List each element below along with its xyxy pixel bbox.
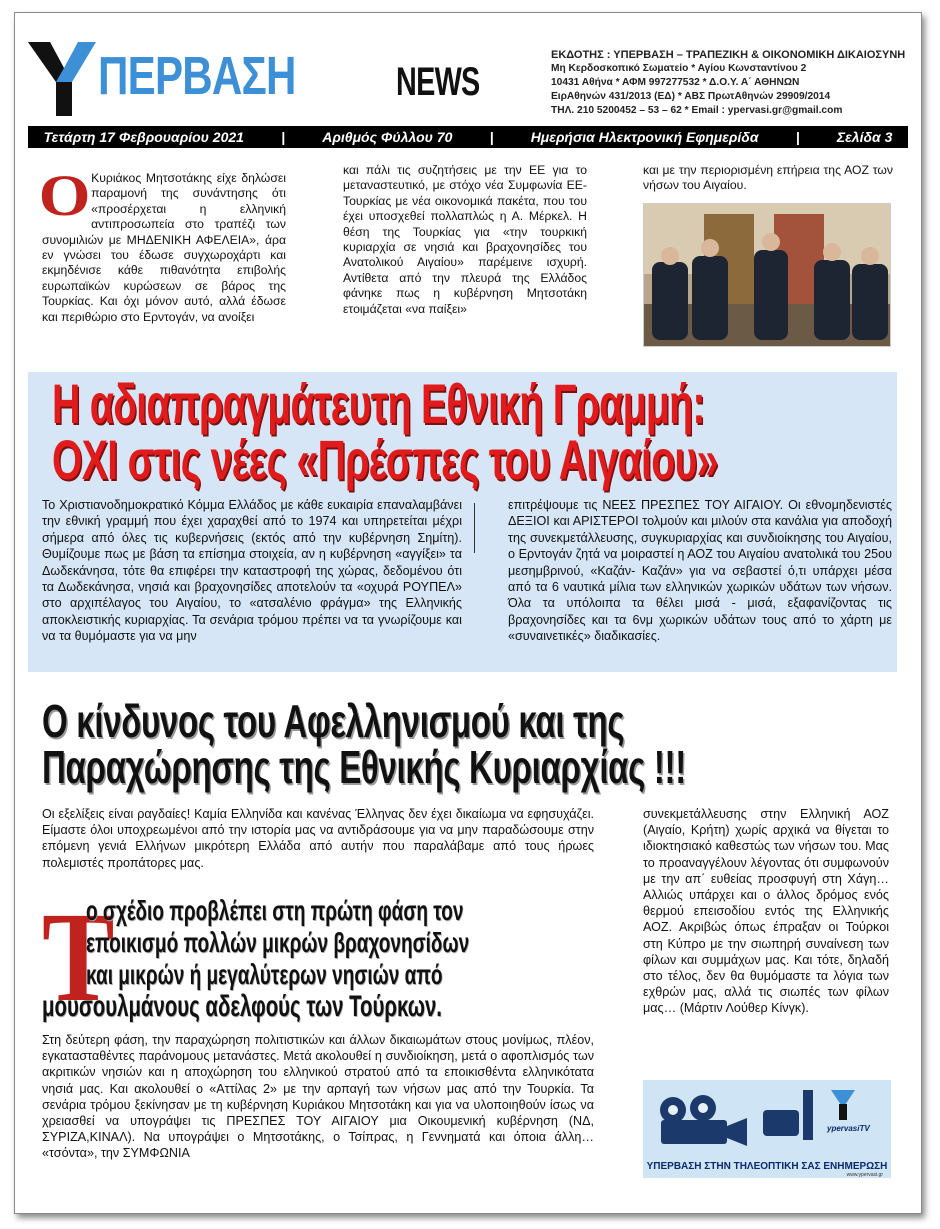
intro-column-1 [38, 163, 286, 325]
meeting-photo [643, 203, 891, 347]
second-headline-line-1: Ο κίνδυνος του Αφελληνισμού και της [42, 695, 625, 747]
panel-column-1: Το Χριστιανοδημοκρατικό Κόμμα Ελλάδος με κάθε ευκαιρία επαναλαμβάνει την εθνική γραμμή που έχει χαραχθεί από το 1974 και υπηρετείται μέχρι σήμερα από όλες τις κυβερνήσεις (εκτός από την κυβέρνηση Σημίτη). Θυμίζουμε πως με βάση τα επίσημα στοιχεία, αν η κυβέρνηση «αγγίξει» τα Δωδεκάνησα, τότε θα επιφέρει την καταστροφή της χώρας, δεδομένου ότι τα Δωδεκάνησα, νησιά και βραχονησίδες αποτελούν τα «οχυρά ΡΟΥΠΕΛ» στο αρχιπέλαγος του Αιγαίου, το «ατσαλένιο φράγμα» της Ελληνικής αποκλειστικής κυριαρχίας. Τα σενάρια τρόμου πρέπει να τα γνωρίζουμε και να τα θυμόμαστε για να μην [42, 498, 462, 644]
intro-column-3: και με την περιορισμένη επήρεια της ΑΟΖ των νήσων του Αιγαίου. [643, 163, 893, 193]
intro-text-1: Κυριάκος Μητσοτάκης είχε δηλώσει παραμονή της συνάντησης ότι «προσέρχεται η ελληνική αντιπροσωπεία στο τραπέζι των συνομιλιών με ΜΗΔΕΝΙΚΗ ΑΦΕΛΕΙΑ», άρα εν γνώσει του έδωσε συγχωροχάρτι και εκμηδένισε κάθε πιθανότητα επιβολής ευρωπαϊκών κυρώσεων σε βάρος της Τουρκίας. Και όχι μόνον αυτό, αλλά έδωσε και περιθώριο στο Ερντογάν, να ανοίξει [42, 171, 286, 324]
issue-date: Τετάρτη 17 Φεβρουαρίου 2021 [43, 129, 244, 145]
publisher-line: ΕΚΔΟΤΗΣ : ΥΠΕΡΒΑΣΗ – ΤΡΑΠΕΖΙΚΗ & ΟΙΚΟΝΟΜΙΚΗ ΔΙΚΑΙΟΣΥΝΗ [551, 49, 906, 61]
separator: | [489, 129, 494, 145]
second-headline-line-2: Παραχώρησης της Εθνικής Κυριαρχίας !!! [42, 741, 686, 793]
camera-icon [643, 1080, 891, 1160]
lower-main-text: Στη δεύτερη φάση, την παραχώρηση πολιτιστικών και άλλων δικαιωμάτων στους μονίμως, πλέον, εγκατασταθέντες παράνομους μετανάστες. Μετά ακολουθεί η συνδιοίκηση, μετά ο αφοπλισμός των ακριτικών νησιών και η αποχώρηση του ελληνικού στρατού από τα εποικισθέντα ελληνικότατα νησιά μας. Και ακολουθεί ο «Αττίλας 2» με την αρπαγή των νήσων μας από την Τουρκία. Τα σενάρια τρόμου ξεκίνησαν με τη κυβέρνηση Κυριάκου Μητσοτάκη και για να υλοποιηθούν ίσως να χρειασθεί να υπογράψει τις ΠΡΕΣΠΕΣ ΤΟΥ ΑΙΓΑΙΟΥ μια Οικουμενική κυβέρνηση (ΝΔ, ΣΥΡΙΖΑ,ΚΙΝΑΛ). Να υπογράψει ο Μητσοτάκης, ο Τσίπρας, η Γεννηματά και όποια άλλη… «τσόντα», την ΣΥΜΦΩΝΙΑ [42, 1033, 594, 1161]
publisher-line: 10431 Αθήνα * ΑΦΜ 997277532 * Δ.Ο.Υ. Α΄ ΑΘΗΝΩΝ [551, 77, 800, 88]
logo-y-icon [28, 42, 96, 116]
separator: | [795, 129, 800, 145]
date-bar [28, 126, 908, 148]
separator: | [281, 129, 286, 145]
tv-banner[interactable] [643, 1080, 891, 1178]
pull-quote [42, 886, 602, 1028]
pull-quote-line: και μικρών ή μεγαλύτερων νησιών από [86, 959, 443, 990]
issue-number: Αριθμός Φύλλου 70 [322, 129, 453, 145]
publisher-line: Μη Κερδοσκοπικό Σωματείο * Αγίου Κωνσταντίνου 2 [551, 63, 807, 74]
logo-wordmark: ΠΕΡΒΑΣΗ [98, 46, 296, 106]
lower-intro-text: Οι εξελίξεις είναι ραγδαίες! Καμία Ελληνίδα και κανένας Έλληνας δεν έχει δικαίωμα να εφησυχάζει. Είμαστε όλοι υποχρεωμένοι από την ιστορία μας να αντιδράσουμε για να μην παραδώσουμε στην επόμενη γενιά Ελλήνων μικρότερη Ελλάδα από αυτήν που παραλάβαμε από τους ήρωες πολεμιστές προπάτορες μας. [42, 807, 594, 870]
banner-caption: ΥΠΕΡΒΑΣΗ ΣΤΗΝ ΤΗΛΕΟΠΤΙΚΗ ΣΑΣ ΕΝΗΜΕΡΩΣΗ [646, 1161, 888, 1172]
lower-right-column: συνεκμετάλλευσης στην Ελληνική ΑΟΖ (Αιγαίο, Κρήτη) χωρίς αρχικά να θίγεται το ιδιοκτησιακό καθεστώς των νήσων του. Μας το προαναγγέλουν λέγοντας ότι συμφωνούν με την απ΄ ευθείας προσφυγή στη Χάγη… Αλλιώς υπάρχει και ο άλλος δρόμος ενός θερμού επεισοδίου εντός της Ελληνικής ΑΟΖ. Ακριβώς όπως έπραξαν οι Τούρκοι στη Κύπρο με την σιωπηρή συναίνεση των φίλων και συμμάχων μας. Και τότε, δηλαδή στο τέλος, δεν θα θυμόμαστε τα λόγια των εχθρών μας, αλλά τις σιωπές των φίλων μας… (Μάρτιν Λούθερ Κίνγκ). [643, 807, 889, 1016]
page-number: Σελίδα 3 [836, 129, 893, 145]
publisher-info [551, 48, 906, 118]
main-headline-line-1: Η αδιαπραγμάτευτη Εθνική Γραμμή: [52, 372, 705, 435]
tv-logo-label: ypervasiTV [827, 1124, 870, 1133]
pull-quote-line: εποικισμό πολλών μικρών βραχονησίδων [86, 927, 470, 958]
publisher-line: ΤΗΛ. 210 5200452 – 53 – 62 * Email : ypervasi.gr@gmail.com [551, 105, 843, 116]
dropcap: Ο [38, 163, 91, 228]
logo-news: NEWS [396, 60, 480, 104]
intro-column-2: και πάλι τις συζητήσεις με την ΕΕ για το μεταναστευτικό, με στόχο νέα Συμφωνία ΕΕ-Τουρκίας με νέα οικονομικά πακέτα, που του έχει υποσχεθεί πολλαπλώς η Α. Μέρκελ. Η θέση της Τουρκίας για «την τουρκική κυριαρχία σε νησιά και βραχονησίδες του Ανατολικού Αιγαίου» παρέμεινε ισχυρή. Αντίθετα από την πλευρά της Ελλάδος φάνηκε πως η κυβέρνηση Μητσοτάκη ετοιμάζεται «να παίξει» [343, 163, 587, 316]
main-headline-line-2: ΟΧΙ στις νέες «Πρέσπες του Αιγαίου» [52, 428, 718, 491]
pull-quote-line: μουσουλμάνους αδελφούς των Τούρκων. [42, 990, 442, 1023]
column-divider [474, 503, 475, 553]
pull-dropcap: Τ [42, 886, 115, 1028]
panel-column-2: επιτρέψουμε τις ΝΕΕΣ ΠΡΕΣΠΕΣ ΤΟΥ ΑΙΓΑΙΟΥ. Οι εθνομηδενιστές ΔΕΞΙΟΙ και ΑΡΙΣΤΕΡΟΙ τολμούν και μιλούν στα κανάλια για αποδοχή της συνεκμετάλλευσης, συγκυριαρχίας και συνδιοίκησης του Αιγαίου, ο Ερντογάν ζητά να μοιραστεί η ΑΟΖ του Αιγαίου ανατολικά του 25ου μεσημβρινού, «Καζάν- Καζάν» για να σεβαστεί ό,τι υπάρχει μέσα από τα 6 ναυτικά μίλια των ελληνικών χωρικών υδάτων των νήσων. Όλα τα υπόλοιπα τα θέλει μισά - μισά, εξαφανίζοντας τις βραχονησίδες και τα 6νμ χωρικών υδάτων τους από το χάρτη με «συναινετικές» διαδικασίες. [508, 498, 892, 644]
pull-quote-line: ο σχέδιο προβλέπει στη πρώτη φάση τον [86, 895, 464, 926]
masthead [28, 40, 498, 118]
banner-url[interactable]: www.ypervasi.gr [846, 1172, 883, 1178]
paper-type: Ημερήσια Ηλεκτρονική Εφημερίδα [530, 129, 759, 145]
publisher-line: ΕιρΑθηνών 431/2013 (ΕΔ) * ΑΒΣ ΠρωτΑθηνών 29909/2014 [551, 91, 831, 102]
